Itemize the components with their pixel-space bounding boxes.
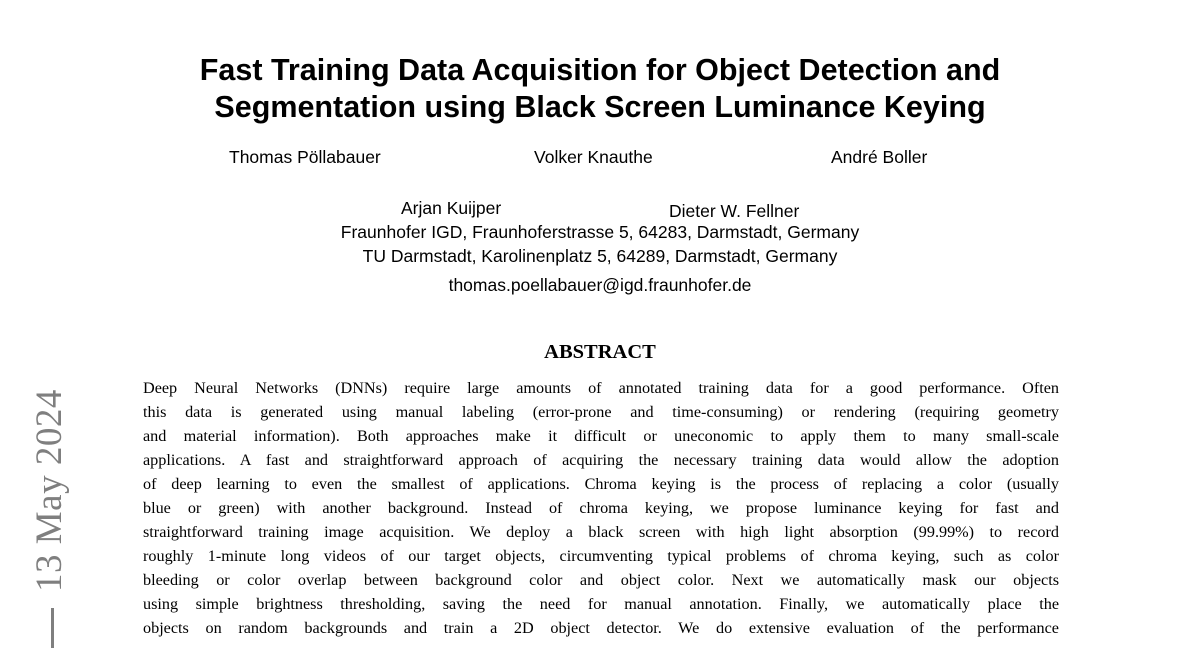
abstract-line: straightforward training image acquisition. We deploy a black screen with high light absorption (99.99%) to record	[143, 523, 1059, 541]
abstract-heading: ABSTRACT	[544, 341, 656, 363]
abstract-line: of deep learning to even the smallest of applications. Chroma keying is the process of replacing a color (usually	[143, 475, 1059, 493]
affiliation: TU Darmstadt, Karolinenplatz 5, 64289, Darmstadt, Germany	[362, 246, 838, 266]
abstract-body	[143, 376, 1059, 640]
paper-title-line-1: Fast Training Data Acquisition for Object Detection and	[199, 53, 1001, 87]
abstract-line: this data is generated using manual labeling (error-prone and time-consuming) or rendering (requiring geometry	[143, 403, 1059, 421]
affiliation: Fraunhofer IGD, Fraunhoferstrasse 5, 64283, Darmstadt, Germany	[340, 222, 860, 242]
arxiv-separator	[51, 608, 54, 648]
author-name: Dieter W. Fellner	[669, 201, 800, 221]
author-name: Volker Knauthe	[534, 147, 653, 167]
abstract-line: blue or green) with another background. Instead of chroma keying, we propose luminance keying for fast and	[143, 499, 1059, 517]
abstract-line: roughly 1-minute long videos of our target objects, circumventing typical problems of chroma keying, such as color	[143, 547, 1059, 565]
author-name: Arjan Kuijper	[401, 198, 502, 218]
paper-title-line-2: Segmentation using Black Screen Luminance Keying	[214, 90, 986, 124]
author-name: Thomas Pöllabauer	[229, 147, 381, 167]
abstract-line: and material information). Both approaches make it difficult or uneconomic to apply them to many small-scale	[143, 427, 1059, 445]
abstract-line: objects on random backgrounds and train a 2D object detector. We do extensive evaluation of the performance	[143, 619, 1059, 637]
arxiv-date: 13 May 2024	[29, 389, 70, 592]
abstract-line: applications. A fast and straightforward approach of acquiring the necessary training data would allow the adoption	[143, 451, 1059, 469]
abstract-line: using simple brightness thresholding, saving the need for manual annotation. Finally, we automatically place the	[143, 595, 1059, 613]
author-email[interactable]: thomas.poellabauer@igd.fraunhofer.de	[448, 275, 752, 295]
author-name: André Boller	[831, 147, 928, 167]
arxiv-date-stamp	[28, 389, 71, 648]
abstract-line: Deep Neural Networks (DNNs) require large amounts of annotated training data for a good performance. Often	[143, 379, 1059, 397]
abstract-line: bleeding or color overlap between background color and object color. Next we automatically mask our objects	[143, 571, 1059, 589]
paper-title	[0, 52, 1200, 126]
